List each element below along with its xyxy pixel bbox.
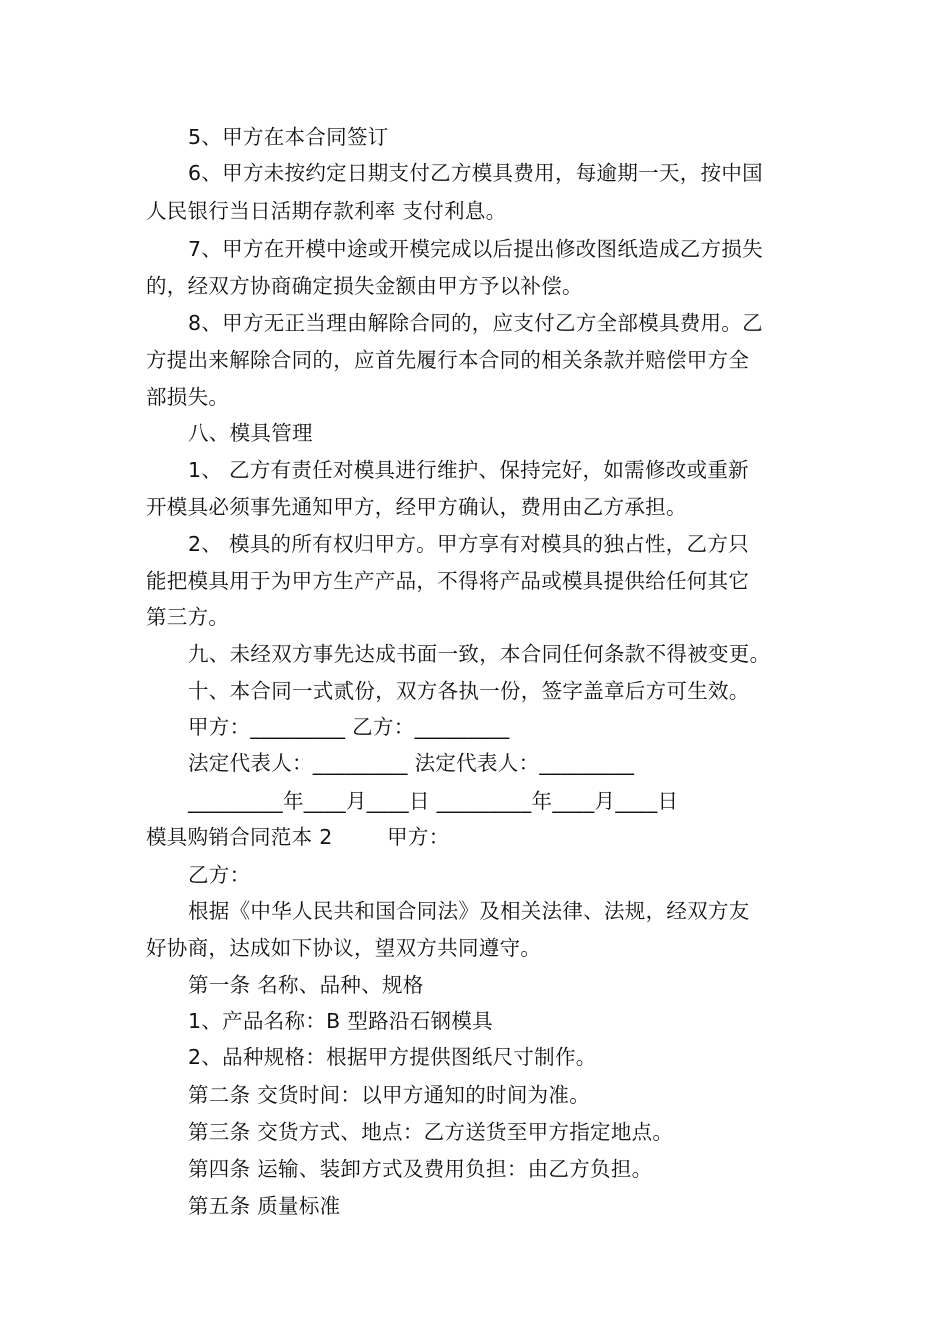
mold-clause-1-line-1: 1、 乙方有责任对模具进行维护、保持完好，如需修改或重新: [188, 458, 749, 482]
clause-5-line-1: 5、甲方在本合同签订: [188, 125, 389, 149]
template-2-title: 模具购销合同范本 2 甲方：: [146, 825, 450, 849]
product-name: 1、产品名称：B 型路沿石钢模具: [188, 1009, 493, 1033]
article-3: 第三条 交货方式、地点：乙方送货至甲方指定地点。: [188, 1120, 674, 1144]
clause-8-line-3: 部损失。: [146, 385, 230, 409]
clause-6-line-2: 人民银行当日活期存款利率 支付利息。: [146, 199, 507, 223]
signature-parties: 甲方：_________ 乙方：_________: [188, 715, 510, 739]
clause-8-line-1: 8、甲方无正当理由解除合同的，应支付乙方全部模具费用。乙: [188, 311, 763, 335]
clause-6-line-1: 6、甲方未按约定日期支付乙方模具费用，每逾期一天，按中国: [188, 161, 763, 185]
product-spec: 2、品种规格：根据甲方提供图纸尺寸制作。: [188, 1045, 597, 1069]
mold-clause-2-line-1: 2、 模具的所有权归甲方。甲方享有对模具的独占性，乙方只: [188, 532, 749, 556]
signature-dates: _________年____月____日 _________年____月____日: [188, 789, 679, 813]
clause-7-line-1: 7、甲方在开模中途或开模完成以后提出修改图纸造成乙方损失: [188, 237, 763, 261]
mold-clause-2-line-2: 能把模具用于为甲方生产产品，不得将产品或模具提供给任何其它: [146, 569, 750, 593]
preamble-line-2: 好协商，达成如下协议，望双方共同遵守。: [146, 936, 542, 960]
clause-7-line-2: 的，经双方协商确定损失金额由甲方予以补偿。: [146, 274, 583, 298]
signature-representatives: 法定代表人：_________ 法定代表人：_________: [188, 751, 635, 775]
section-10: 十、本合同一式贰份，双方各执一份，签字盖章后方可生效。: [188, 679, 750, 703]
preamble-line-1: 根据《中华人民共和国合同法》及相关法律、法规，经双方友: [188, 899, 750, 923]
article-5-heading: 第五条 质量标准: [188, 1194, 341, 1218]
clause-8-line-2: 方提出来解除合同的，应首先履行本合同的相关条款并赔偿甲方全: [146, 348, 750, 372]
article-4: 第四条 运输、装卸方式及费用负担：由乙方负担。: [188, 1157, 653, 1181]
article-2: 第二条 交货时间：以甲方通知的时间为准。: [188, 1083, 591, 1107]
party-b-label: 乙方：: [188, 863, 251, 887]
section-9: 九、未经双方事先达成书面一致，本合同任何条款不得被变更。: [188, 642, 771, 666]
article-1-heading: 第一条 名称、品种、规格: [188, 973, 424, 997]
mold-clause-1-line-2: 开模具必须事先通知甲方，经甲方确认，费用由乙方承担。: [146, 495, 687, 519]
section-8-heading: 八、模具管理: [188, 421, 313, 445]
mold-clause-2-line-3: 第三方。: [146, 605, 230, 629]
